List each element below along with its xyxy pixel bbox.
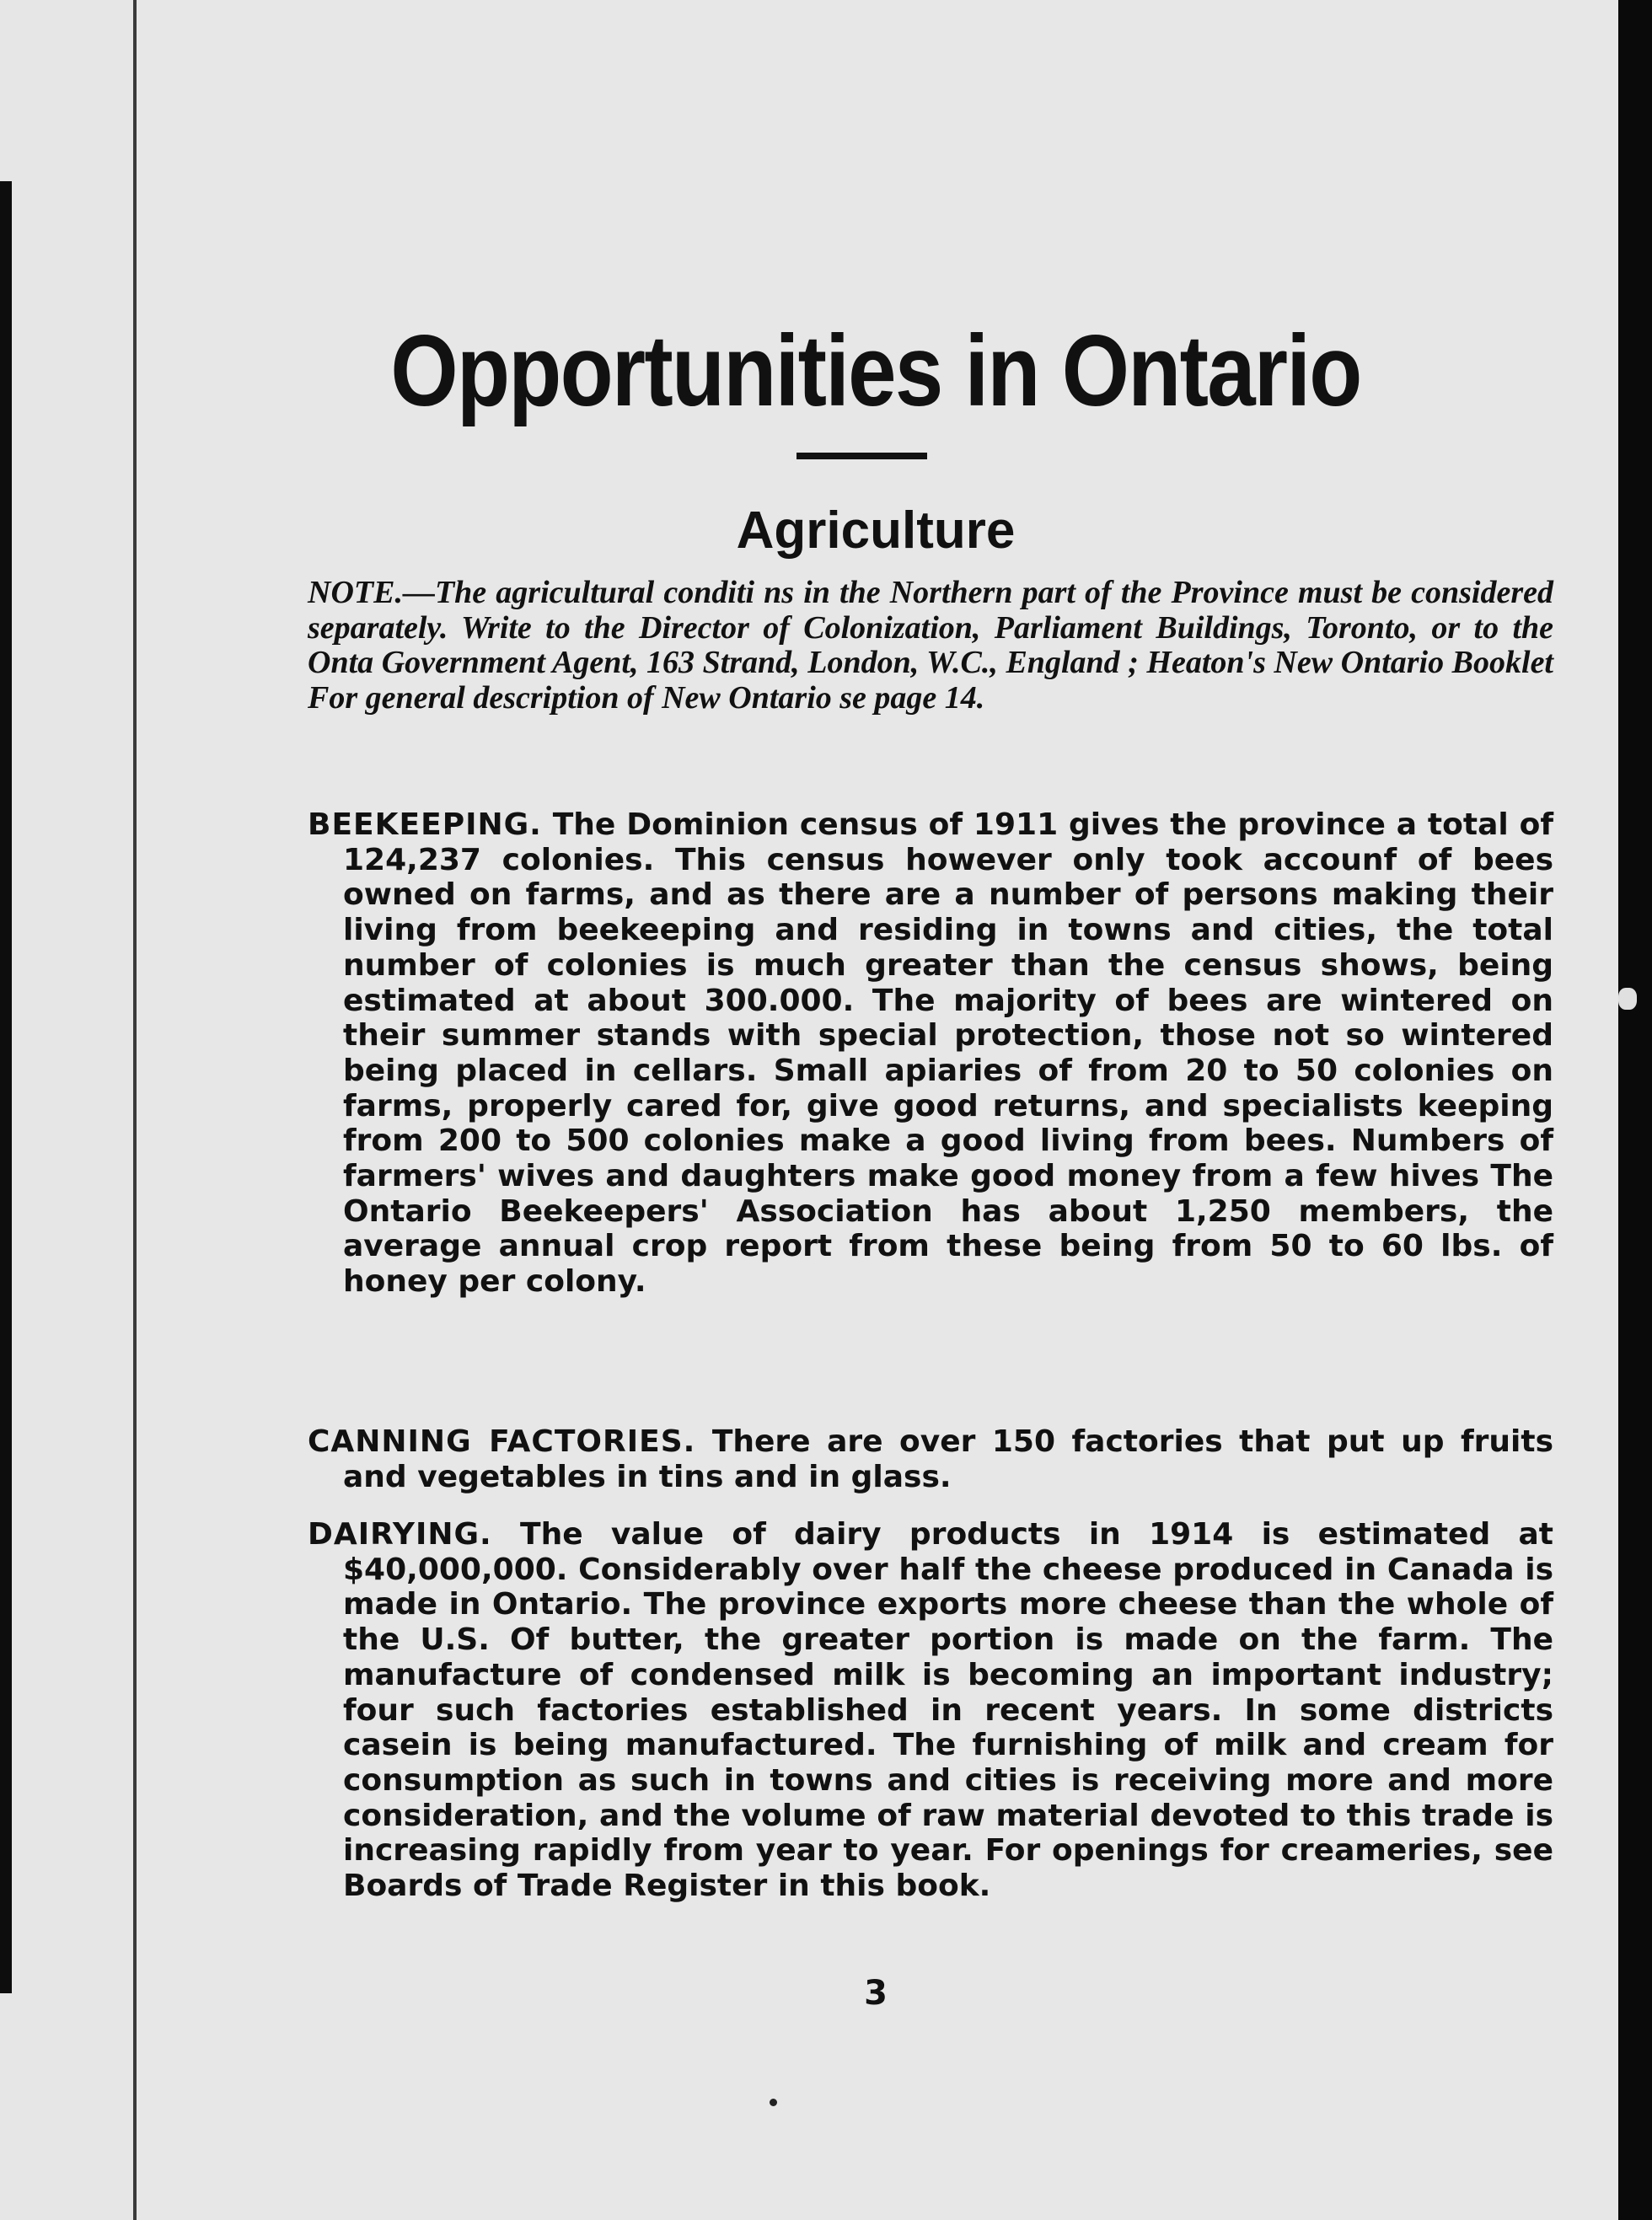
paragraph-text: There are over 150 factories that put up fruits and vegetables in tins and in glass. — [343, 1424, 1553, 1494]
paragraph-dairying — [308, 1517, 1553, 1904]
document-page — [133, 0, 1618, 2220]
note-paragraph: NOTE.—The agricultural conditi ns in the Northern part of the Province must be considered separately. Write to the Director of Colonization, Parliament Buildings, Toronto, or to the Onta Government Agent, 163 Strand, London, W.C., England ; Heaton's New Ontario Booklet For general description of New Ontario se page 14. — [308, 575, 1553, 716]
section-heading: Agriculture — [736, 501, 1016, 560]
paragraph-text: The Dominion census of 1911 gives the province a total of 124,237 colonies. This census however only took accounf of bees owned on farms, and as there are a number of persons making their living from beekeeping and residing in towns and cities, the total number of colonies is much greater than the census shows, being estimated at about 300.000. The majority of bees are wintered on their summer stands with special protection, those not so wintered being placed in cellars. Small apiaries of from 20 to 50 colonies on farms, properly cared for, give good returns, and specialists keeping from 200 to 500 colonies make a good living from bees. Numbers of farmers' wives and daughters make good money from a few hives The Ontario Beekeepers' Association has about 1,250 members, the average annual crop report from these being from 50 to 60 lbs. of honey per colony. — [343, 807, 1553, 1300]
page-number: 3 — [864, 1974, 888, 2013]
paragraph-beekeeping — [308, 807, 1553, 1300]
page-title: Opportunities in Ontario — [390, 314, 1361, 427]
paragraph-lead: DAIRYING. — [308, 1517, 492, 1552]
paragraph-lead: BEEKEEPING. — [308, 807, 542, 842]
title-divider — [796, 453, 927, 459]
paragraph-canning-factories — [308, 1424, 1553, 1494]
paper-speck — [770, 2099, 777, 2106]
left-page-edge — [0, 0, 135, 2220]
edge-mark — [1618, 988, 1637, 1010]
page-gutter — [133, 0, 137, 2220]
paragraph-text: The value of dairy products in 1914 is estimated at $40,000,000. Considerably over half the cheese produced in Canada is made in Ontario. The province exports more cheese than the whole of the U.S. Of butter, the greater portion is made on the farm. The manufacture of condensed milk is becoming an important industry; four such factories established in recent years. In some districts casein is being manufactured. The furnishing of milk and cream for consumption as such in towns and cities is receiving more and more consideration, and the volume of raw material devoted to this trade is increasing rapidly from year to year. For openings for creameries, see Boards of Trade Register in this book. — [343, 1517, 1553, 1904]
left-border-rule — [0, 181, 12, 1993]
paragraph-lead: CANNING FACTORIES. — [308, 1424, 696, 1459]
